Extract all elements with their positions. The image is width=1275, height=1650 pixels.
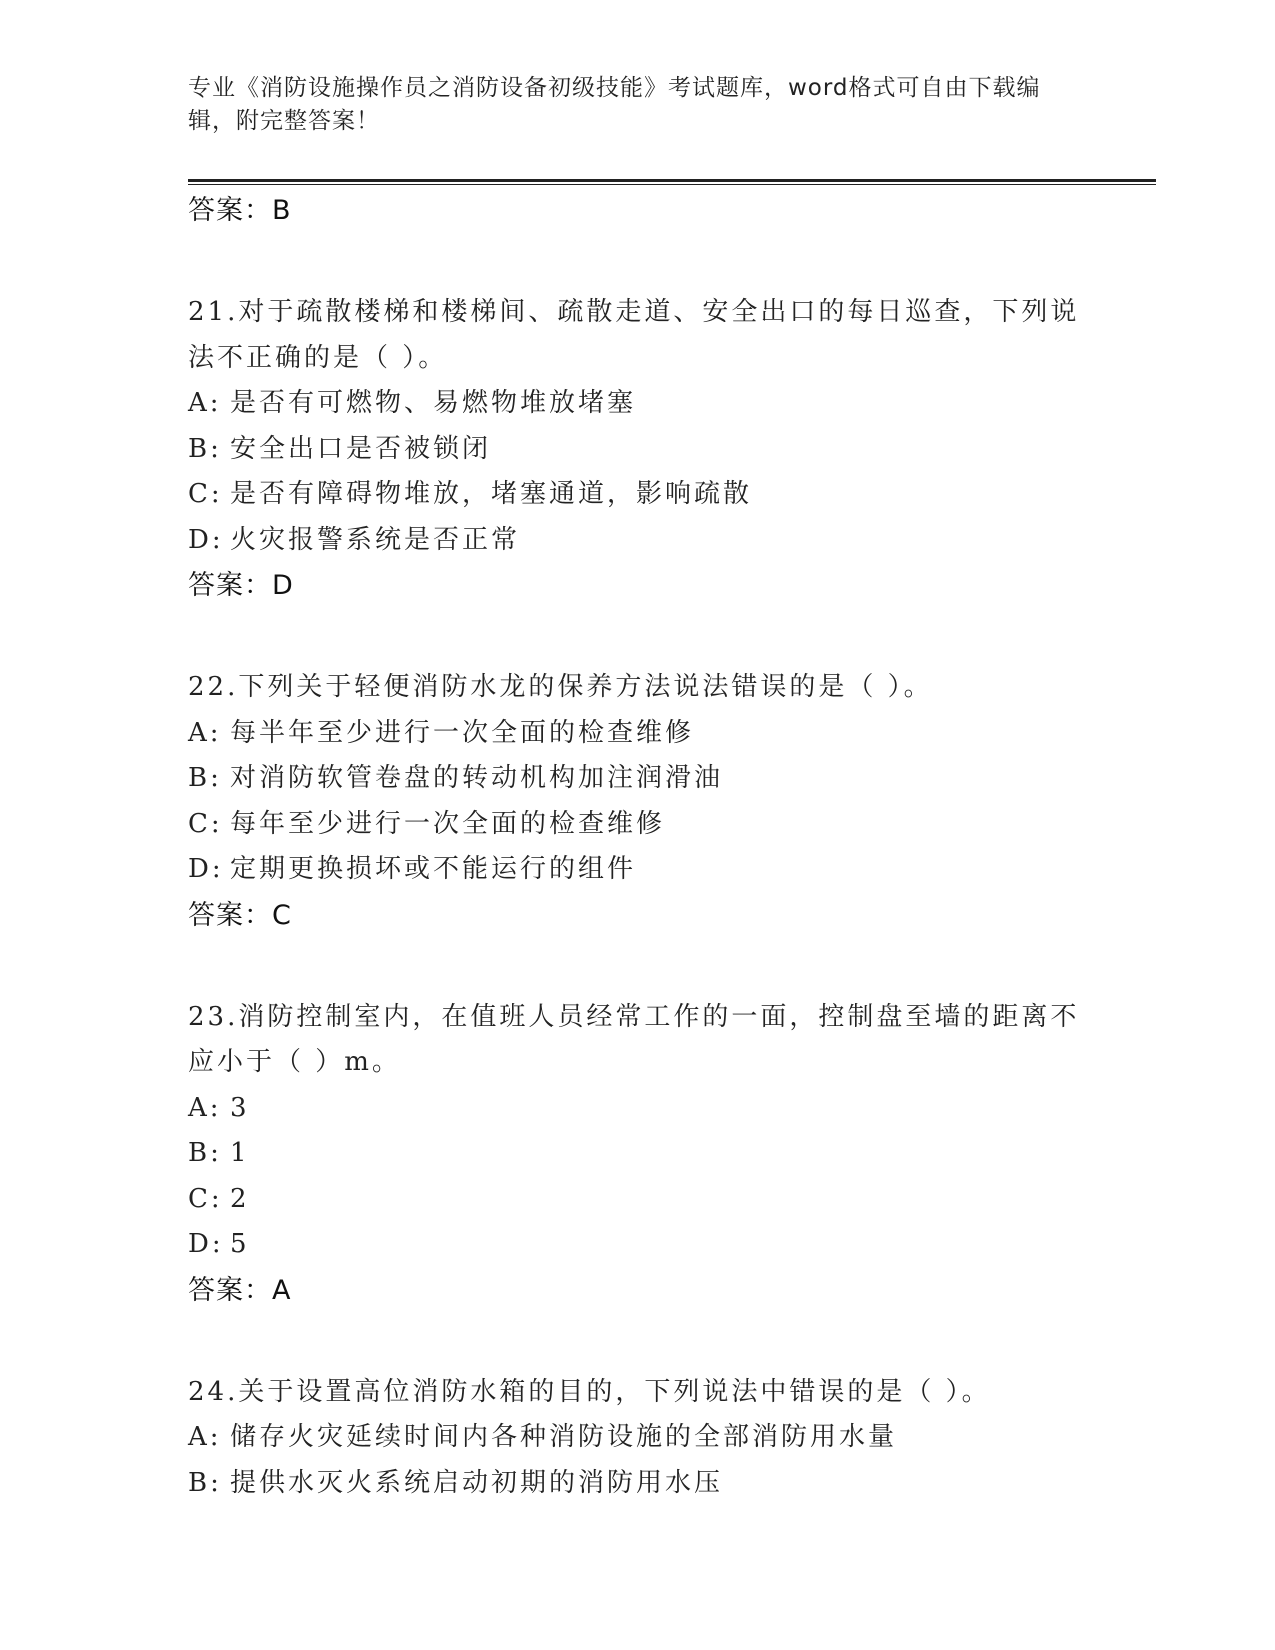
question-21 bbox=[188, 290, 1088, 609]
question-stem-continued: 法不正确的是（ ）。 bbox=[188, 342, 448, 373]
answer-label: 答案：B bbox=[188, 195, 292, 226]
option-text: 3 bbox=[230, 1092, 250, 1123]
option-key: B: bbox=[188, 763, 222, 793]
header-line-1: 专业《消防设施操作员之消防设备初级技能》考试题库，word格式可自由下载编 bbox=[188, 75, 1041, 101]
question-list bbox=[188, 188, 1088, 1506]
option-c bbox=[188, 1177, 1088, 1223]
question-stem: 22.下列关于轻便消防水龙的保养方法说法错误的是（ ）。 bbox=[188, 672, 933, 702]
option-key: C: bbox=[188, 1183, 223, 1214]
header-rule-thin bbox=[188, 184, 1156, 185]
option-text: 每年至少进行一次全面的检查维修 bbox=[230, 808, 666, 839]
answer-label: 答案：A bbox=[188, 1274, 292, 1306]
option-text: 提供水灭火系统启动初期的消防用水压 bbox=[230, 1467, 724, 1498]
option-text: 5 bbox=[230, 1229, 250, 1259]
page-header bbox=[188, 72, 1088, 138]
question-stem: 23.消防控制室内，在值班人员经常工作的一面，控制盘至墙的距离不 bbox=[188, 1001, 1080, 1032]
option-c bbox=[188, 472, 1088, 518]
option-b bbox=[188, 427, 1088, 473]
option-b bbox=[188, 1131, 1088, 1177]
option-c bbox=[188, 802, 1088, 848]
option-key: B: bbox=[188, 433, 222, 464]
option-b bbox=[188, 1461, 1088, 1507]
option-b bbox=[188, 756, 1088, 802]
option-text: 定期更换损坏或不能运行的组件 bbox=[230, 854, 637, 884]
answer-label: 答案：C bbox=[188, 899, 292, 931]
option-a bbox=[188, 381, 1088, 427]
option-d bbox=[188, 518, 1088, 564]
option-key: B: bbox=[188, 1138, 222, 1168]
option-text: 储存火灾延续时间内各种消防设施的全部消防用水量 bbox=[230, 1422, 898, 1452]
option-text: 火灾报警系统是否正常 bbox=[230, 524, 521, 555]
option-text: 1 bbox=[230, 1138, 250, 1168]
option-text: 是否有可燃物、易燃物堆放堵塞 bbox=[230, 388, 637, 418]
option-text: 安全出口是否被锁闭 bbox=[230, 433, 492, 464]
header-line-2: 辑，附完整答案！ bbox=[188, 108, 380, 134]
option-d bbox=[188, 1222, 1088, 1268]
question-stem: 21.对于疏散楼梯和楼梯间、疏散走道、安全出口的每日巡查，下列说 bbox=[188, 297, 1080, 327]
option-key: A: bbox=[188, 1422, 222, 1452]
option-a bbox=[188, 1086, 1088, 1132]
question-23 bbox=[188, 995, 1088, 1314]
option-key: D: bbox=[188, 854, 224, 884]
option-key: C: bbox=[188, 808, 223, 839]
question-22 bbox=[188, 665, 1088, 939]
option-key: A: bbox=[188, 717, 222, 748]
option-text: 2 bbox=[230, 1183, 250, 1214]
option-a bbox=[188, 711, 1088, 757]
header-rule-thick bbox=[188, 179, 1156, 182]
option-text: 是否有障碍物堆放，堵塞通道，影响疏散 bbox=[230, 479, 753, 509]
option-key: D: bbox=[188, 524, 224, 555]
question-24 bbox=[188, 1370, 1088, 1507]
option-text: 每半年至少进行一次全面的检查维修 bbox=[230, 717, 695, 748]
option-key: A: bbox=[188, 388, 222, 418]
option-key: B: bbox=[188, 1467, 222, 1498]
option-key: D: bbox=[188, 1229, 224, 1259]
option-text: 对消防软管卷盘的转动机构加注润滑油 bbox=[230, 763, 724, 793]
question-stem-continued: 应小于（ ）m。 bbox=[188, 1047, 401, 1077]
option-a bbox=[188, 1415, 1088, 1461]
option-key: A: bbox=[188, 1092, 222, 1123]
option-key: C: bbox=[188, 479, 223, 509]
option-d bbox=[188, 847, 1088, 893]
question-stem: 24.关于设置高位消防水箱的目的，下列说法中错误的是（ ）。 bbox=[188, 1376, 991, 1407]
answer-label: 答案：D bbox=[188, 570, 294, 601]
